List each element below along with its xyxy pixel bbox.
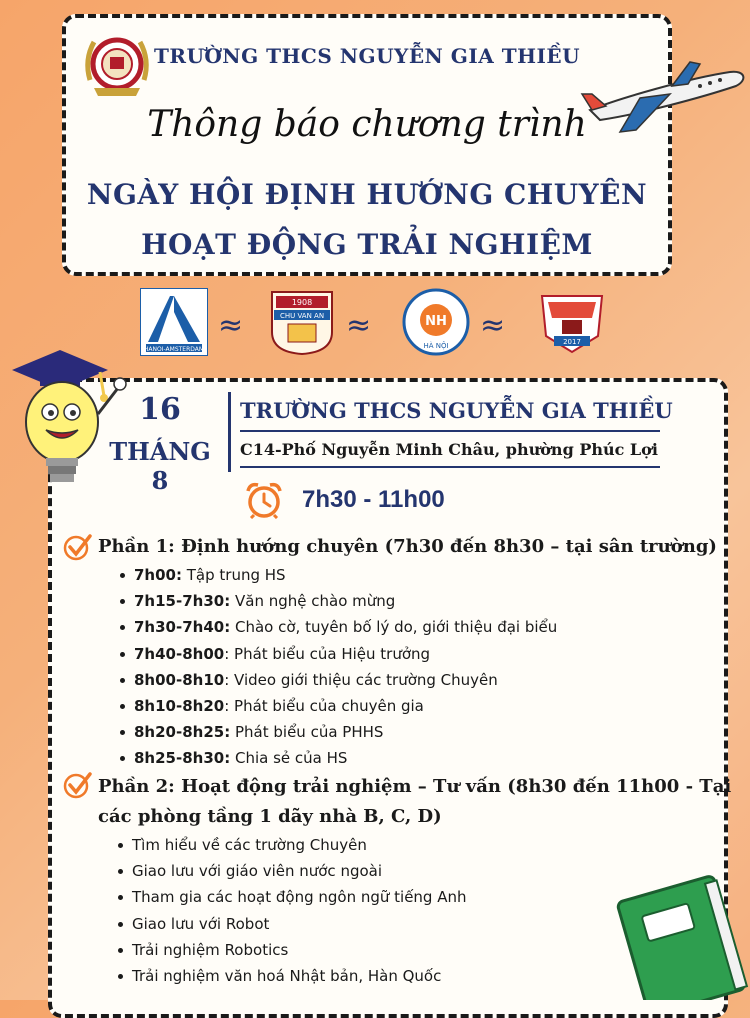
event-title-line2: HOẠT ĐỘNG TRẢI NGHIỆM [141, 228, 593, 261]
schedule-time: 8h10-8h20 [134, 696, 225, 715]
venue-name: TRƯỜNG THCS NGUYỄN GIA THIỀU [240, 398, 673, 423]
schedule-item [120, 562, 557, 588]
approx-symbol: ≈ [218, 308, 244, 343]
fourth-school-logo [538, 288, 606, 356]
fourth-logo-year: 2017 [563, 338, 581, 346]
venue-address: C14-Phố Nguyễn Minh Châu, phường Phúc Lợi [240, 440, 658, 459]
script-title: Thông báo chương trình [147, 104, 587, 145]
nguyen-hue-logo [402, 288, 470, 356]
nguyen-hue-city: HÀ NỘI [423, 342, 449, 350]
partner-school-logos [140, 288, 590, 358]
event-date [100, 392, 220, 495]
schedule-activity: : Phát biểu của chuyên gia [224, 696, 424, 715]
part2-title-line2: các phòng tầng 1 dãy nhà B, C, D) [98, 806, 442, 827]
activity-item: Trải nghiệm Robotics [118, 937, 467, 963]
event-title-line1: NGÀY HỘI ĐỊNH HƯỚNG CHUYÊN [86, 178, 648, 211]
schedule-activity: Chia sẻ của HS [230, 749, 348, 768]
activity-item: Trải nghiệm văn hoá Nhật bản, Hàn Quốc [118, 963, 467, 989]
checkmark-icon [62, 532, 92, 562]
activity-item: Giao lưu với giáo viên nước ngoài [118, 858, 467, 884]
divider [228, 392, 231, 472]
activity-item: Tìm hiểu về các trường Chuyên [118, 832, 467, 858]
nguyen-hue-monogram: NH [425, 314, 447, 329]
schedule-item [120, 745, 557, 771]
schedule-time: 8h20-8h25: [134, 723, 231, 742]
activity-item: Giao lưu với Robot [118, 911, 467, 937]
part2-title-line1: Phần 2: Hoạt động trải nghiệm – Tư vấn (8h30 đến 11h00 - Tại [98, 776, 732, 797]
chu-van-an-label: CHU VAN AN [279, 312, 325, 320]
schedule-time: 7h30-7h40: [134, 618, 231, 637]
divider [240, 466, 660, 468]
event-day: 16 [139, 392, 181, 427]
schedule-activity: : Video giới thiệu các trường Chuyên [224, 670, 498, 689]
approx-symbol: ≈ [346, 308, 372, 343]
chu-van-an-year: 1908 [291, 298, 313, 307]
schedule-time: 7h15-7h30: [134, 592, 231, 611]
hanoi-amsterdam-logo [140, 288, 208, 356]
event-time: 7h30 - 11h00 [302, 486, 445, 513]
event-time-row [244, 480, 445, 520]
airplane-icon [580, 58, 750, 138]
activity-item: Tham gia các hoạt động ngôn ngữ tiếng Anh [118, 884, 467, 910]
school-emblem-logo [80, 30, 154, 102]
schedule-item [120, 641, 557, 667]
part2-activity-list [118, 832, 467, 989]
school-name-header: TRƯỜNG THCS NGUYỄN GIA THIỀU [153, 44, 581, 68]
schedule-activity: Tập trung HS [182, 566, 286, 584]
part1-title: Phần 1: Định hướng chuyên (7h30 đến 8h30 – tại sân trường) [98, 536, 717, 557]
schedule-activity: Văn nghệ chào mừng [230, 592, 396, 611]
part1-schedule-list [120, 562, 557, 772]
schedule-item [120, 588, 557, 614]
schedule-item [120, 614, 557, 640]
notebook-icon [614, 868, 750, 1000]
schedule-time: 7h00: [134, 566, 182, 584]
schedule-item [120, 719, 557, 745]
divider [240, 430, 660, 432]
schedule-time: 8h00-8h10 [134, 670, 225, 689]
schedule-activity: : Phát biểu của Hiệu trưởng [224, 644, 431, 663]
approx-symbol: ≈ [480, 308, 506, 343]
alarm-clock-icon [244, 481, 284, 519]
schedule-item [120, 667, 557, 693]
chu-van-an-logo [268, 288, 336, 356]
schedule-time: 7h40-8h00 [134, 644, 225, 663]
schedule-time: 8h25-8h30: [134, 749, 231, 768]
checkmark-icon [62, 770, 92, 800]
schedule-item [120, 693, 557, 719]
hanoi-amsterdam-label: HANOI-AMSTERDAM [143, 346, 205, 353]
schedule-activity: Phát biểu của PHHS [230, 723, 384, 742]
schedule-activity: Chào cờ, tuyên bố lý do, giới thiệu đại biểu [230, 618, 558, 637]
event-month: THÁNG 8 [109, 437, 211, 495]
